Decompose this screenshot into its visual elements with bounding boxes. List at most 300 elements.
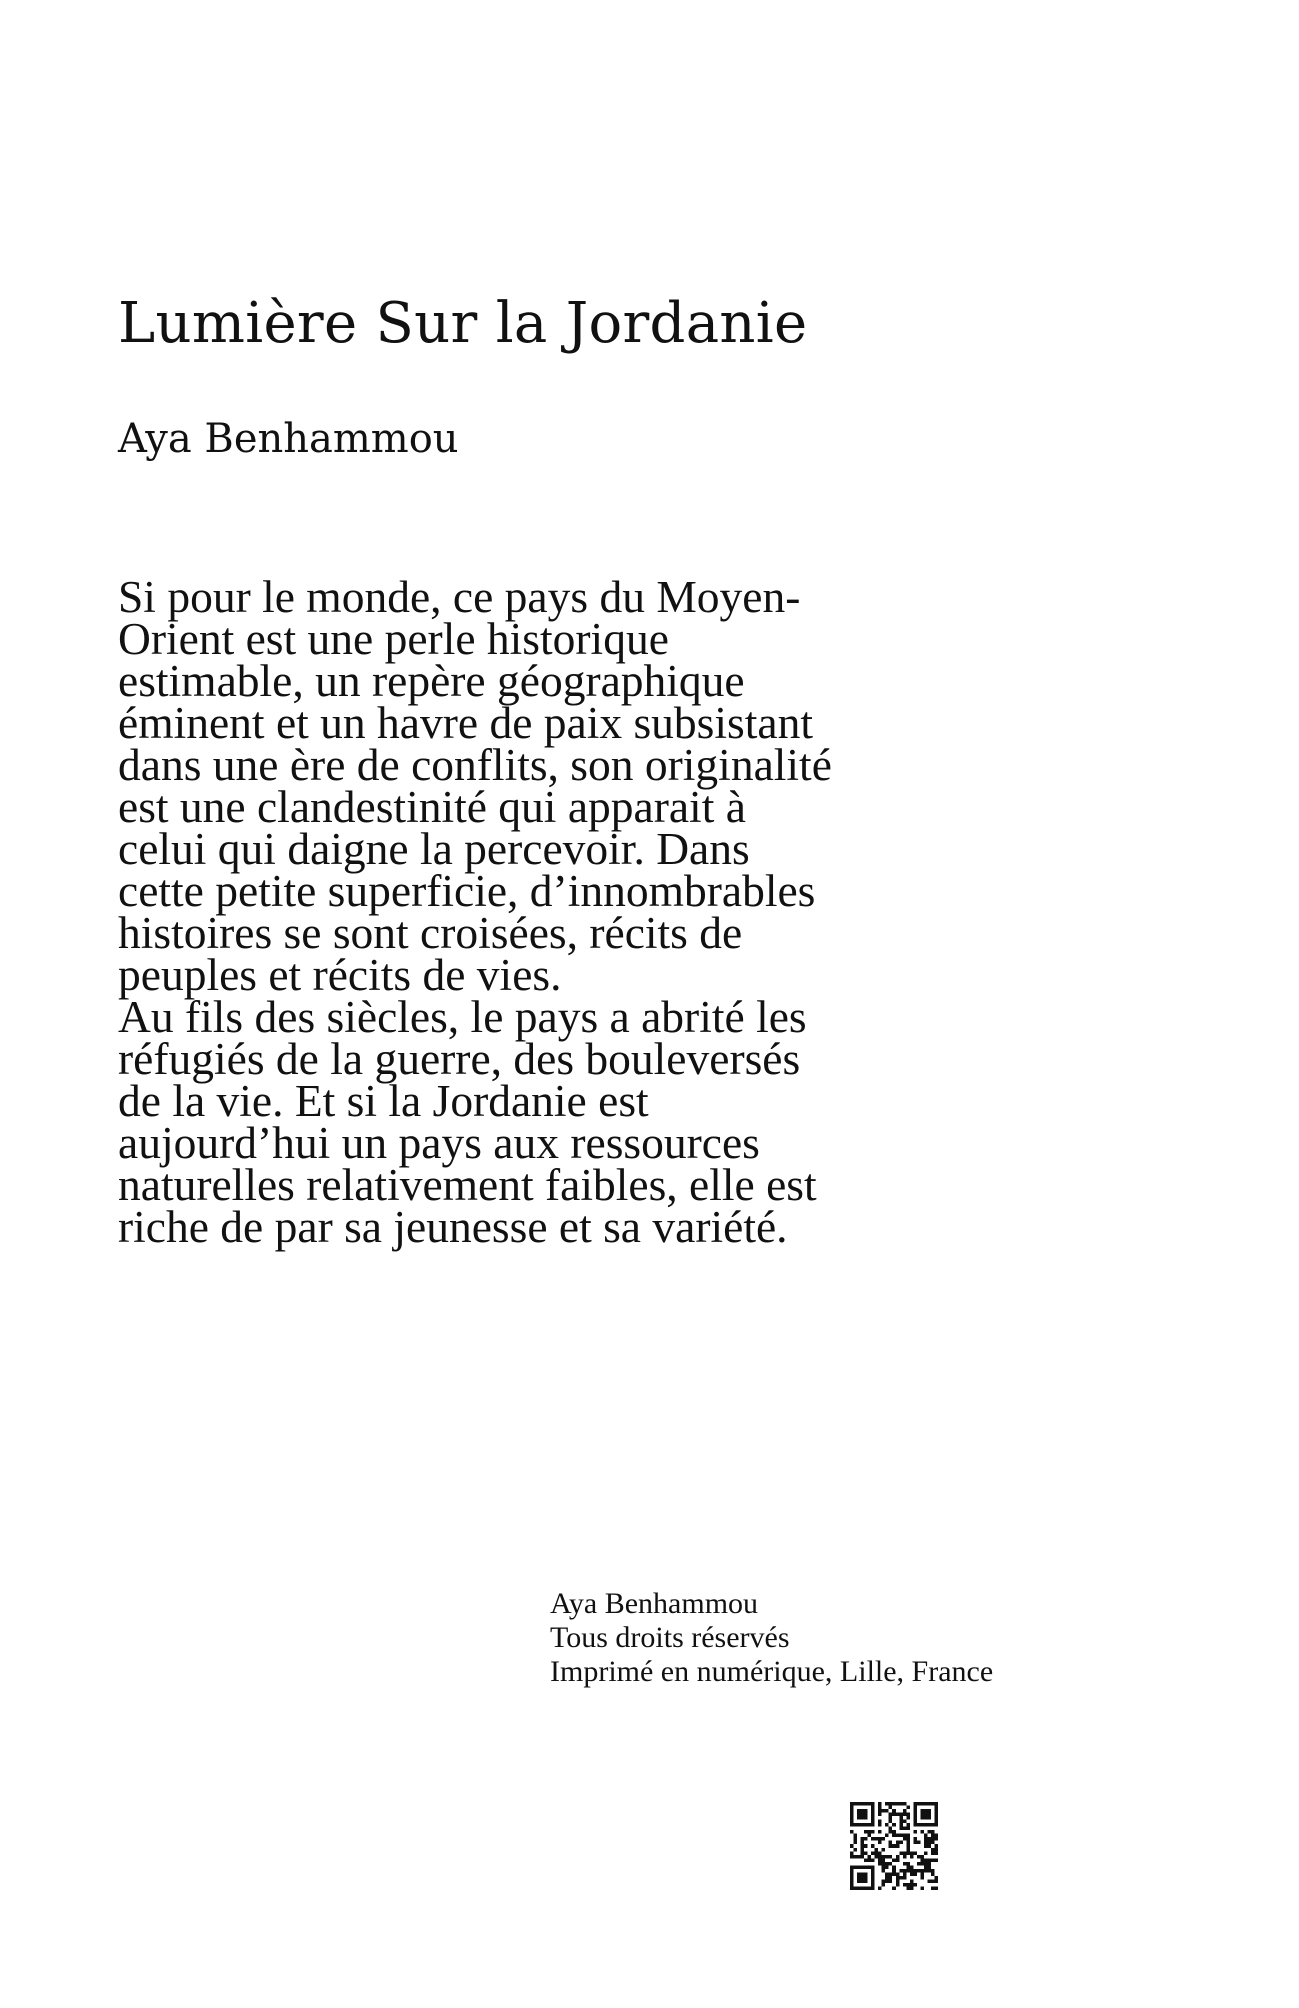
qr-module (850, 1883, 854, 1887)
qr-module (857, 1813, 861, 1817)
qr-module (857, 1855, 861, 1859)
qr-module (882, 1848, 886, 1852)
qr-module (885, 1862, 889, 1866)
qr-module (864, 1844, 868, 1848)
summary-line: Orient est une perle historique (118, 613, 669, 664)
qr-module (899, 1834, 903, 1838)
qr-module (903, 1809, 907, 1813)
qr-module (861, 1855, 865, 1859)
qr-module (913, 1869, 917, 1873)
qr-module (924, 1865, 928, 1869)
qr-module (903, 1820, 907, 1824)
qr-module (917, 1802, 921, 1806)
qr-module (889, 1872, 893, 1876)
qr-module (892, 1834, 896, 1838)
qr-module (934, 1823, 938, 1827)
qr-module (913, 1872, 917, 1876)
qr-module (899, 1851, 903, 1855)
qr-module (899, 1841, 903, 1845)
qr-module (924, 1813, 928, 1817)
qr-module (934, 1879, 938, 1883)
summary-line: aujourd’hui un pays aux ressources (118, 1117, 760, 1168)
qr-module (931, 1802, 935, 1806)
qr-module (906, 1816, 910, 1820)
qr-module (899, 1816, 903, 1820)
qr-module (934, 1837, 938, 1841)
qr-module (861, 1841, 865, 1845)
qr-module (906, 1883, 910, 1887)
qr-module (931, 1834, 935, 1838)
qr-module (906, 1806, 910, 1810)
qr-module (892, 1809, 896, 1813)
qr-module (913, 1816, 917, 1820)
summary-line: riche de par sa jeunesse et sa variété. (118, 1201, 788, 1252)
qr-module (917, 1869, 921, 1873)
qr-module (854, 1802, 858, 1806)
summary-line: peuples et récits de vies. (118, 949, 562, 1000)
qr-module (854, 1848, 858, 1852)
qr-module (889, 1876, 893, 1880)
qr-module (854, 1865, 858, 1869)
qr-module (864, 1886, 868, 1890)
qr-code-graphic (850, 1802, 938, 1890)
qr-module (927, 1837, 931, 1841)
qr-module (864, 1809, 868, 1813)
qr-module (931, 1848, 935, 1852)
qr-module (892, 1869, 896, 1873)
qr-module (906, 1865, 910, 1869)
qr-module (896, 1813, 900, 1817)
qr-module (910, 1865, 914, 1869)
qr-module (850, 1823, 854, 1827)
qr-module (871, 1872, 875, 1876)
qr-module (878, 1813, 882, 1817)
qr-module (850, 1886, 854, 1890)
qr-module (896, 1844, 900, 1848)
qr-module (861, 1837, 865, 1841)
qr-module (903, 1855, 907, 1859)
qr-module (864, 1830, 868, 1834)
qr-module (892, 1886, 896, 1890)
qr-module (927, 1813, 931, 1817)
qr-module (889, 1855, 893, 1859)
qr-module (889, 1830, 893, 1834)
qr-module (924, 1802, 928, 1806)
qr-module (892, 1830, 896, 1834)
qr-module (920, 1869, 924, 1873)
qr-module (889, 1841, 893, 1845)
qr-module (927, 1841, 931, 1845)
qr-module (885, 1865, 889, 1869)
qr-module (924, 1823, 928, 1827)
qr-module (857, 1809, 861, 1813)
summary-line: histoires se sont croisées, récits de (118, 907, 743, 958)
qr-module (889, 1806, 893, 1810)
qr-module (931, 1837, 935, 1841)
colophon-rights: Tous droits réservés (550, 1621, 790, 1654)
qr-module (850, 1809, 854, 1813)
qr-module (920, 1823, 924, 1827)
qr-module (864, 1876, 868, 1880)
qr-module (850, 1813, 854, 1817)
qr-module (896, 1879, 900, 1883)
qr-module (899, 1802, 903, 1806)
qr-module (920, 1855, 924, 1859)
qr-module (910, 1869, 914, 1873)
qr-module (913, 1806, 917, 1810)
qr-module (931, 1858, 935, 1862)
qr-module (903, 1802, 907, 1806)
qr-module (871, 1802, 875, 1806)
qr-module (924, 1851, 928, 1855)
qr-module (892, 1844, 896, 1848)
qr-module (854, 1855, 858, 1859)
qr-module (910, 1879, 914, 1883)
qr-module (861, 1802, 865, 1806)
qr-module (871, 1813, 875, 1817)
qr-module (861, 1809, 865, 1813)
qr-module (864, 1851, 868, 1855)
qr-module (913, 1837, 917, 1841)
qr-module (913, 1851, 917, 1855)
qr-module (889, 1827, 893, 1831)
qr-module (917, 1862, 921, 1866)
qr-module (882, 1809, 886, 1813)
qr-module (910, 1855, 914, 1859)
qr-module (927, 1858, 931, 1862)
qr-module (934, 1858, 938, 1862)
qr-module (913, 1830, 917, 1834)
qr-module (892, 1813, 896, 1817)
qr-module (931, 1851, 935, 1855)
qr-module (878, 1841, 882, 1845)
qr-module (934, 1809, 938, 1813)
qr-module (885, 1823, 889, 1827)
qr-module (871, 1820, 875, 1824)
qr-module (854, 1837, 858, 1841)
qr-module (920, 1809, 924, 1813)
qr-module (857, 1802, 861, 1806)
qr-module (864, 1837, 868, 1841)
qr-module (920, 1862, 924, 1866)
qr-module (920, 1830, 924, 1834)
qr-module (892, 1872, 896, 1876)
qr-module (934, 1816, 938, 1820)
qr-module (854, 1886, 858, 1890)
qr-module (871, 1816, 875, 1820)
qr-module (899, 1813, 903, 1817)
qr-module (868, 1802, 872, 1806)
qr-module (871, 1830, 875, 1834)
qr-module (850, 1869, 854, 1873)
qr-module (868, 1823, 872, 1827)
qr-module (899, 1876, 903, 1880)
qr-module (906, 1841, 910, 1845)
qr-module (850, 1865, 854, 1869)
qr-module (931, 1872, 935, 1876)
qr-module (931, 1841, 935, 1845)
qr-module (885, 1872, 889, 1876)
qr-module (927, 1830, 931, 1834)
qr-module (850, 1872, 854, 1876)
qr-module (920, 1858, 924, 1862)
qr-module (871, 1879, 875, 1883)
qr-module (875, 1855, 879, 1859)
qr-module (927, 1869, 931, 1873)
qr-module (934, 1820, 938, 1824)
qr-module (885, 1809, 889, 1813)
qr-module (878, 1823, 882, 1827)
qr-module (878, 1806, 882, 1810)
summary-line: estimable, un repère géographique (118, 655, 745, 706)
qr-module (868, 1834, 872, 1838)
qr-module (861, 1879, 865, 1883)
qr-module (882, 1858, 886, 1862)
qr-module (913, 1883, 917, 1887)
qr-module (924, 1834, 928, 1838)
qr-module (931, 1823, 935, 1827)
qr-module (927, 1823, 931, 1827)
qr-module (861, 1813, 865, 1817)
colophon-author: Aya Benhammou (550, 1587, 759, 1620)
summary-line: Au fils des siècles, le pays a abrité les (118, 991, 807, 1042)
qr-module (903, 1876, 907, 1880)
qr-module (920, 1872, 924, 1876)
qr-module (861, 1816, 865, 1820)
qr-module (934, 1851, 938, 1855)
qr-module (885, 1855, 889, 1859)
qr-module (896, 1872, 900, 1876)
qr-module (861, 1872, 865, 1876)
summary-line: Si pour le monde, ce pays du Moyen- (118, 571, 801, 622)
qr-module (868, 1830, 872, 1834)
qr-module (903, 1869, 907, 1873)
qr-module (906, 1844, 910, 1848)
qr-module (920, 1816, 924, 1820)
qr-module (896, 1876, 900, 1880)
qr-module (920, 1802, 924, 1806)
qr-module (850, 1806, 854, 1810)
qr-module (896, 1802, 900, 1806)
qr-module (903, 1834, 907, 1838)
qr-module (871, 1844, 875, 1848)
qr-module (889, 1816, 893, 1820)
summary-text (118, 571, 998, 1252)
qr-module (864, 1858, 868, 1862)
qr-module (889, 1844, 893, 1848)
qr-module (882, 1837, 886, 1841)
qr-module (913, 1802, 917, 1806)
qr-module (924, 1809, 928, 1813)
qr-module (910, 1851, 914, 1855)
qr-module (896, 1883, 900, 1887)
qr-module (871, 1883, 875, 1887)
qr-module (889, 1820, 893, 1824)
qr-module (906, 1837, 910, 1841)
qr-module (899, 1869, 903, 1873)
qr-module (927, 1865, 931, 1869)
summary-line: éminent et un havre de paix subsistant (118, 697, 813, 748)
qr-module (882, 1879, 886, 1883)
qr-module (868, 1886, 872, 1890)
qr-module (878, 1858, 882, 1862)
qr-module (924, 1837, 928, 1841)
qr-module (878, 1855, 882, 1859)
qr-module (871, 1837, 875, 1841)
qr-module (892, 1858, 896, 1862)
qr-module (903, 1827, 907, 1831)
summary-line: de la vie. Et si la Jordanie est (118, 1075, 649, 1126)
qr-module (882, 1869, 886, 1873)
qr-module (927, 1862, 931, 1866)
summary-line: celui qui daigne la percevoir. Dans (118, 823, 750, 874)
qr-module (934, 1813, 938, 1817)
summary-line: dans une ère de conflits, son originalité (118, 739, 832, 790)
colophon (550, 1587, 993, 1689)
qr-module (864, 1816, 868, 1820)
qr-module (854, 1834, 858, 1838)
qr-module (903, 1883, 907, 1887)
qr-module (861, 1886, 865, 1890)
qr-module (924, 1869, 928, 1873)
qr-module (899, 1820, 903, 1824)
qr-module (892, 1823, 896, 1827)
qr-module (899, 1827, 903, 1831)
qr-module (871, 1869, 875, 1873)
qr-module (878, 1886, 882, 1890)
qr-module (871, 1851, 875, 1855)
qr-module (913, 1809, 917, 1813)
qr-module (917, 1823, 921, 1827)
qr-module (906, 1823, 910, 1827)
qr-module (861, 1851, 865, 1855)
qr-module (903, 1837, 907, 1841)
qr-module (924, 1858, 928, 1862)
qr-module (896, 1855, 900, 1859)
qr-module (875, 1848, 879, 1852)
qr-module (871, 1806, 875, 1810)
qr-module (854, 1841, 858, 1845)
qr-module (878, 1802, 882, 1806)
qr-module (934, 1876, 938, 1880)
qr-module (885, 1802, 889, 1806)
qr-module (861, 1823, 865, 1827)
qr-module (882, 1883, 886, 1887)
qr-module (878, 1809, 882, 1813)
qr-module (934, 1848, 938, 1852)
qr-module (871, 1876, 875, 1880)
qr-module (934, 1806, 938, 1810)
qr-module (871, 1865, 875, 1869)
qr-module (857, 1876, 861, 1880)
qr-module (857, 1879, 861, 1883)
qr-module (913, 1813, 917, 1817)
qr-module (864, 1865, 868, 1869)
qr-module (875, 1837, 879, 1841)
qr-module (913, 1820, 917, 1824)
qr-module (861, 1865, 865, 1869)
qr-module (903, 1851, 907, 1855)
qr-module (889, 1813, 893, 1817)
qr-module (896, 1841, 900, 1845)
qr-module (927, 1879, 931, 1883)
qr-module (861, 1876, 865, 1880)
qr-module (917, 1855, 921, 1859)
qr-module (906, 1862, 910, 1866)
qr-module (864, 1802, 868, 1806)
qr-module (906, 1851, 910, 1855)
qr-module (910, 1872, 914, 1876)
colophon-printing: Imprimé en numérique, Lille, France (550, 1655, 994, 1688)
qr-module (906, 1886, 910, 1890)
qr-module (927, 1809, 931, 1813)
qr-module (903, 1872, 907, 1876)
qr-module (871, 1858, 875, 1862)
qr-module (857, 1865, 861, 1869)
qr-module (906, 1813, 910, 1817)
qr-module (878, 1851, 882, 1855)
qr-module (927, 1816, 931, 1820)
qr-module (878, 1837, 882, 1841)
qr-module (871, 1886, 875, 1890)
qr-module (871, 1809, 875, 1813)
qr-module (910, 1883, 914, 1887)
qr-module (906, 1848, 910, 1852)
qr-module (903, 1862, 907, 1866)
qr-module (934, 1886, 938, 1890)
qr-module (864, 1813, 868, 1817)
qr-module (850, 1855, 854, 1859)
qr-code-icon (850, 1802, 938, 1890)
summary-line: cette petite superficie, d’innombrables (118, 865, 816, 916)
qr-module (878, 1862, 882, 1866)
qr-module (864, 1823, 868, 1827)
qr-module (924, 1841, 928, 1845)
qr-module (871, 1823, 875, 1827)
qr-module (896, 1834, 900, 1838)
qr-module (857, 1816, 861, 1820)
qr-module (903, 1813, 907, 1817)
qr-module (927, 1844, 931, 1848)
qr-module (896, 1858, 900, 1862)
qr-module (910, 1886, 914, 1890)
qr-module (931, 1879, 935, 1883)
qr-module (861, 1848, 865, 1852)
qr-module (917, 1841, 921, 1845)
qr-module (931, 1830, 935, 1834)
qr-module (920, 1886, 924, 1890)
qr-module (913, 1823, 917, 1827)
qr-module (885, 1834, 889, 1838)
qr-module (878, 1830, 882, 1834)
qr-module (864, 1879, 868, 1883)
qr-module (920, 1876, 924, 1880)
qr-module (934, 1834, 938, 1838)
qr-module (882, 1855, 886, 1859)
qr-module (931, 1886, 935, 1890)
qr-module (924, 1862, 928, 1866)
qr-module (875, 1851, 879, 1855)
qr-module (850, 1802, 854, 1806)
qr-module (885, 1876, 889, 1880)
summary-line: naturelles relativement faibles, elle est (118, 1159, 817, 1210)
qr-module (857, 1872, 861, 1876)
qr-module (850, 1816, 854, 1820)
qr-module (850, 1830, 854, 1834)
qr-module (868, 1858, 872, 1862)
qr-module (850, 1820, 854, 1824)
qr-module (889, 1802, 893, 1806)
